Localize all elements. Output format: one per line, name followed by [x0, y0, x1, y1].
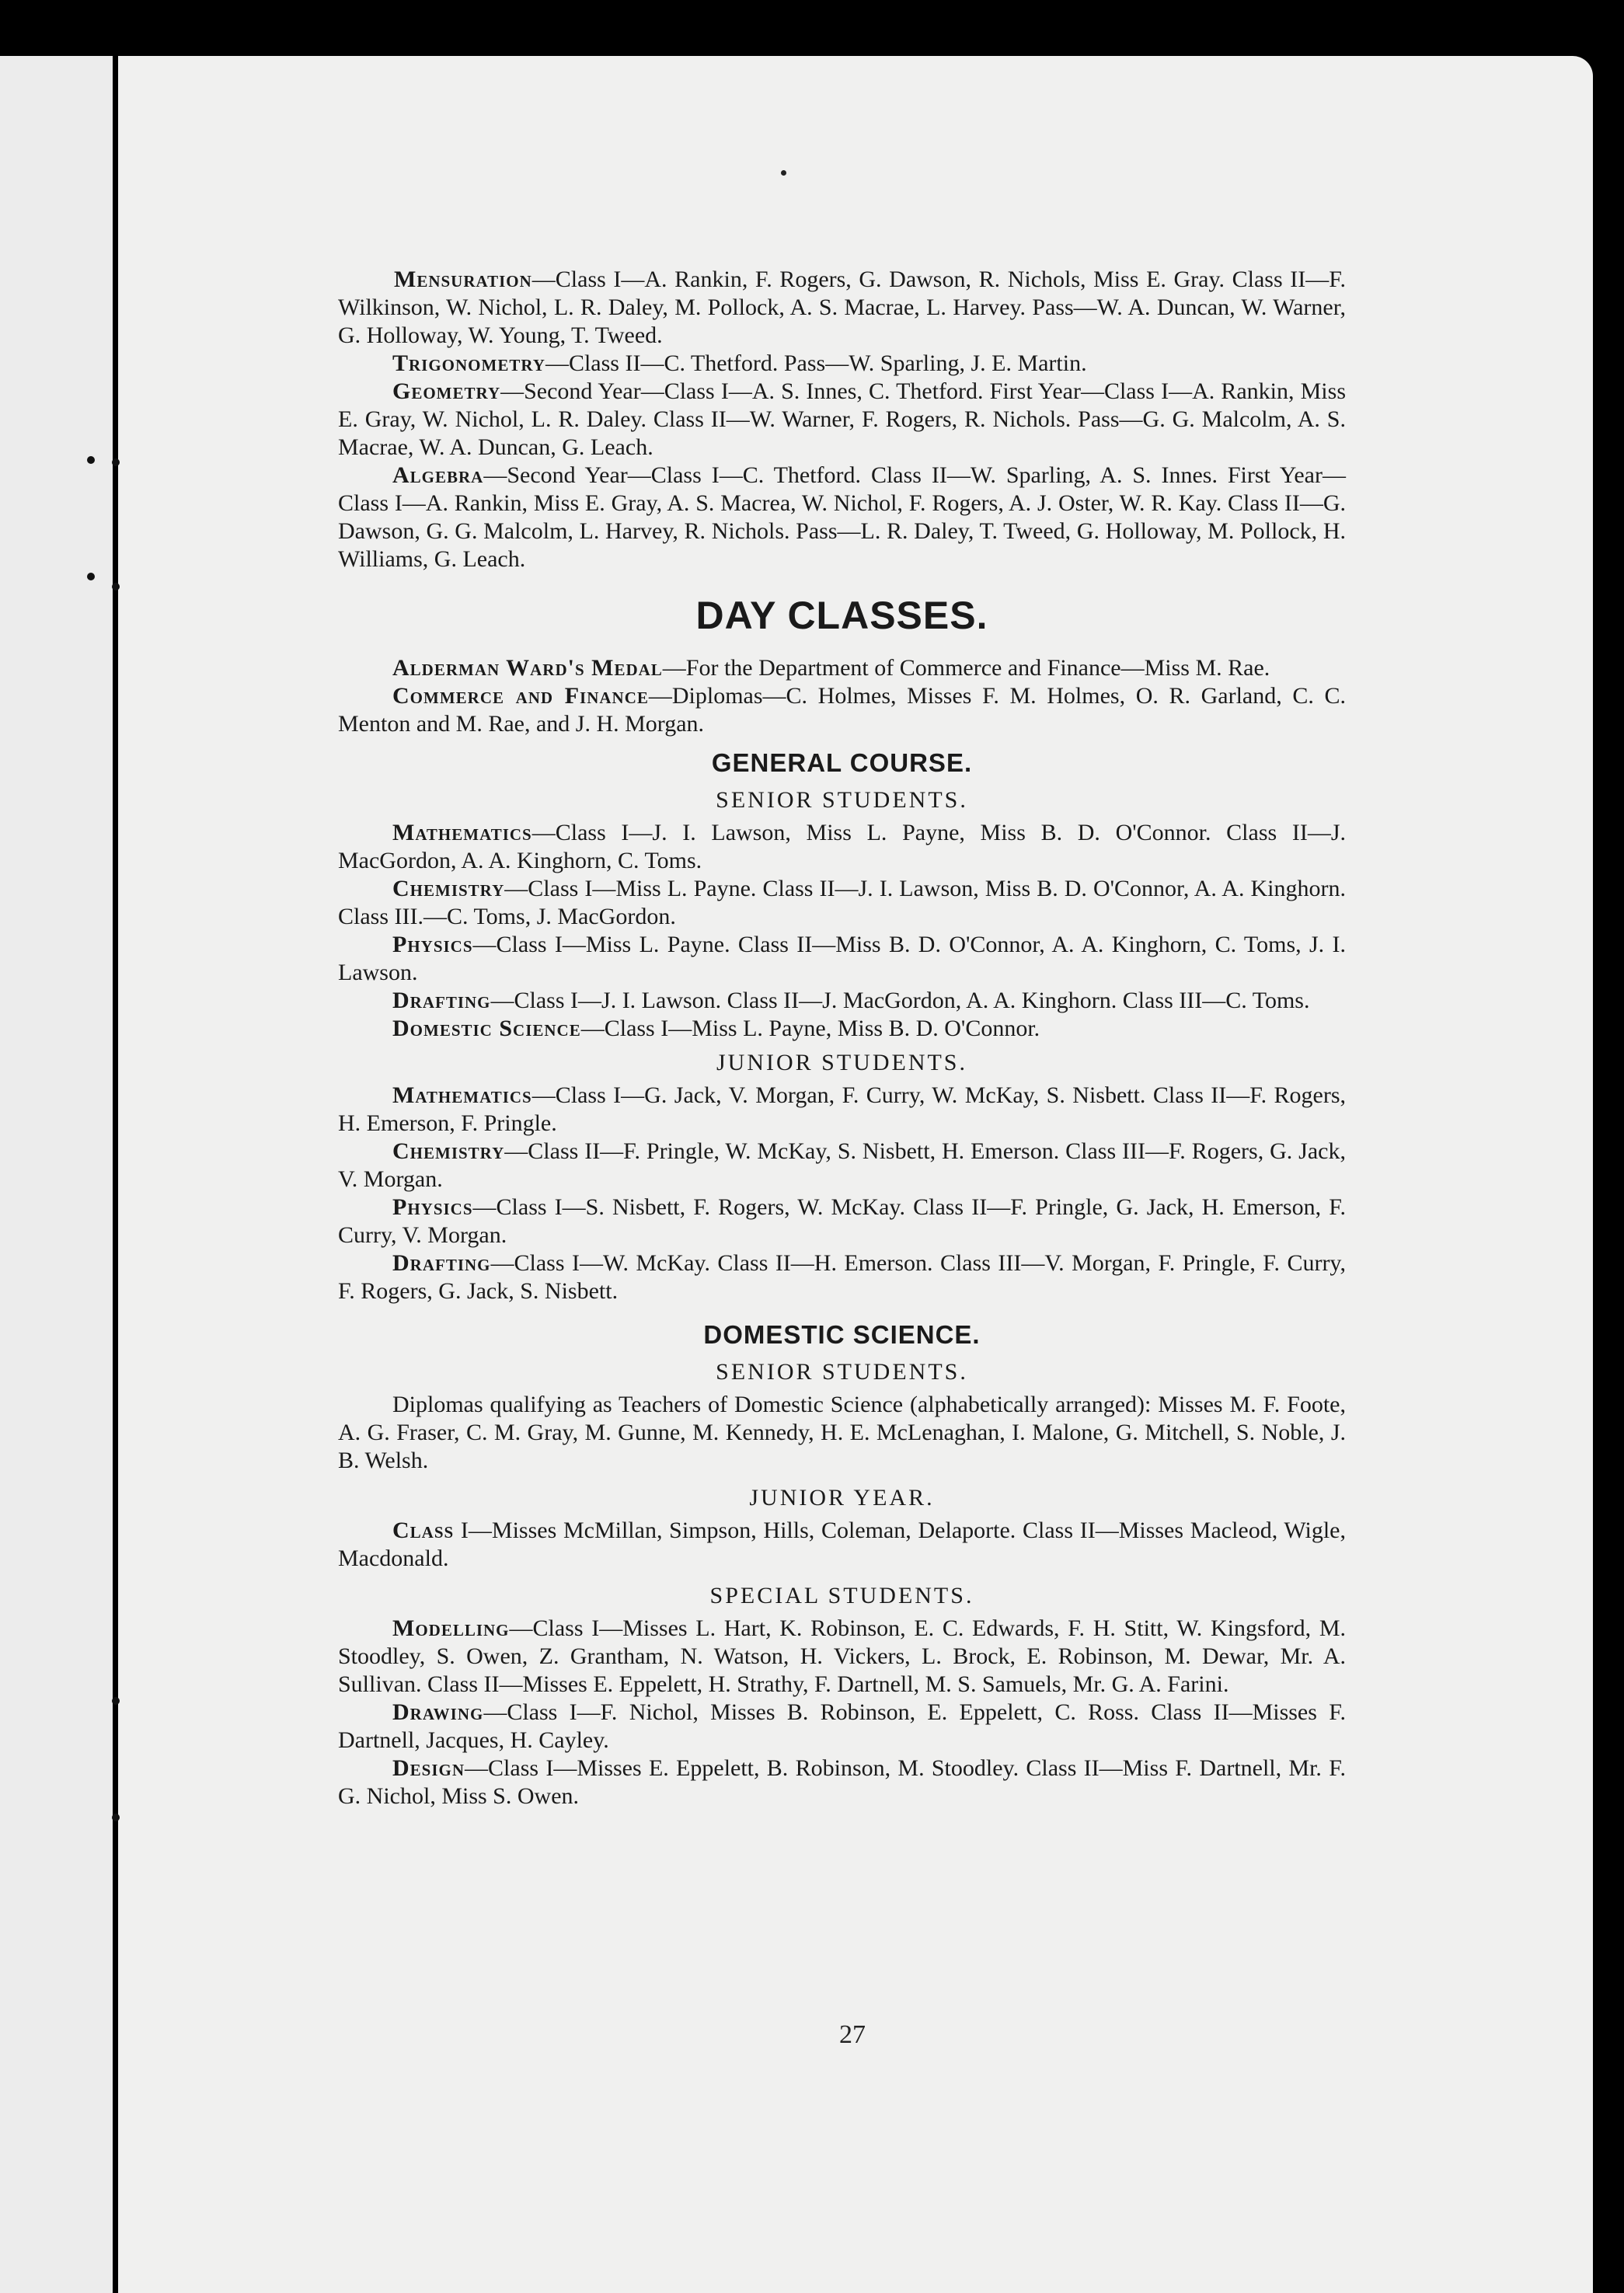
subject-label: Algebra — [392, 462, 484, 488]
binding-hole-mark — [112, 1697, 120, 1705]
subject-label: Physics — [392, 1194, 473, 1220]
subject-label: Design — [392, 1755, 465, 1781]
heading-junior-year: JUNIOR YEAR. — [749, 1485, 935, 1511]
paragraph-commerce — [338, 682, 1346, 738]
heading-special-students: SPECIAL STUDENTS. — [709, 1583, 974, 1608]
paragraph-geometry — [338, 378, 1346, 462]
paragraph-ds-diplomas: Diplomas qualifying as Teachers of Domestic Science (alphabetically arranged): Misses M. F. Foote, A. G. Fraser, C. M. Gray, M. Gunne, M. Kennedy, H. E. McLenaghan, I. Malone, G. Mitchell, S. Noble, J. B. Welsh. — [338, 1392, 1346, 1473]
paragraph-senior-mathematics — [338, 819, 1346, 875]
paragraph-body: —Class I—A. Rankin, F. Rogers, G. Dawson, R. Nichols, Miss E. Gray. Class II—F. Wilkinson, W. Nichol, L. R. Daley, M. Pollock, A. S. Macrae, L. Harvey. Pass—W. A. Duncan, W. Warner, G. Holloway, W. Young, T. Tweed. — [338, 267, 1346, 348]
subject-label: Commerce and Finance — [392, 683, 649, 709]
paragraph-senior-physics — [338, 931, 1346, 987]
paragraph-body: —Class I—Misses L. Hart, K. Robinson, E. C. Edwards, F. H. Stitt, W. Kingsford, M. Stoodley, S. Owen, Z. Grantham, N. Watson, H. Vickers, L. Brock, E. Robinson, M. Dewar, Mr. A. Sullivan. Class II—Misses E. Eppelett, H. Strathy, F. Dartnell, M. S. Samuels, Mr. G. A. Farini. — [338, 1615, 1346, 1697]
subject-label: Trigonometry — [392, 350, 545, 376]
subject-label: Class — [392, 1518, 455, 1543]
paragraph-body: —Class I—Misses E. Eppelett, B. Robinson, M. Stoodley. Class II—Miss F. Dartnell, Mr. F. G. Nichol, Miss S. Owen. — [338, 1755, 1346, 1809]
left-page-edge — [0, 56, 113, 2293]
paragraph-body: —Class I—W. McKay. Class II—H. Emerson. Class III—V. Morgan, F. Pringle, F. Curry, F. Rogers, G. Jack, S. Nisbett. — [338, 1250, 1346, 1304]
subject-label: Drawing — [392, 1699, 484, 1725]
subject-label: Mathematics — [392, 1082, 532, 1108]
paragraph-algebra — [338, 462, 1346, 573]
page-number: 27 — [839, 2020, 866, 2049]
paragraph-body: —Class I—F. Nichol, Misses B. Robinson, E. Eppelett, C. Ross. Class II—Misses F. Dartnell, Jacques, H. Cayley. — [338, 1699, 1346, 1753]
heading-senior-students: SENIOR STUDENTS. — [716, 787, 968, 813]
paragraph-senior-domestic-science — [338, 1015, 1346, 1043]
paragraph-medal — [338, 654, 1346, 682]
subject-label: Drafting — [392, 988, 491, 1013]
paragraph-modelling — [338, 1615, 1346, 1699]
paragraph-body: —Class I—J. I. Lawson. Class II—J. MacGordon, A. A. Kinghorn. Class III—C. Toms. — [490, 988, 1310, 1013]
paragraph-body: —Second Year—Class I—A. S. Innes, C. Thetford. First Year—Class I—A. Rankin, Miss E. Gray, W. Nichol, L. R. Daley. Class II—W. Warner, F. Rogers, R. Nichols. Pass—G. G. Malcolm, A. S. Macrae, W. A. Duncan, G. Leach. — [338, 378, 1346, 460]
subject-label: Mensuration — [394, 267, 532, 292]
subject-label: Chemistry — [392, 876, 505, 901]
binding-hole-mark — [112, 458, 120, 466]
binding-hole-mark — [112, 583, 120, 591]
paragraph-body: —Class I—Miss L. Payne. Class II—J. I. Lawson, Miss B. D. O'Connor, A. A. Kinghorn. Class III.—C. Toms, J. MacGordon. — [338, 876, 1346, 929]
subject-label: Drafting — [392, 1250, 491, 1276]
paragraph-junior-chemistry — [338, 1138, 1346, 1194]
heading-general-course: GENERAL COURSE. — [711, 748, 973, 777]
subject-label: Alderman Ward's Medal — [392, 655, 663, 681]
paragraph-senior-drafting — [338, 987, 1346, 1015]
subject-label: Chemistry — [392, 1138, 505, 1164]
paragraph-mensuration — [338, 266, 1346, 350]
paragraph-junior-mathematics — [338, 1082, 1346, 1138]
binding-hole-mark — [87, 456, 95, 464]
paragraph-body: —Class I—S. Nisbett, F. Rogers, W. McKay. Class II—F. Pringle, G. Jack, H. Emerson, F. Curry, V. Morgan. — [338, 1194, 1346, 1248]
subject-label: Physics — [392, 932, 473, 957]
paragraph-ds-junior — [338, 1517, 1346, 1573]
paragraph-body: —Diplomas—C. Holmes, Misses F. M. Holmes, O. R. Garland, C. C. Menton and M. Rae, and J. H. Morgan. — [338, 683, 1346, 737]
paragraph-body: —Class II—C. Thetford. Pass—W. Sparling, J. E. Martin. — [545, 350, 1087, 376]
paragraph-senior-chemistry — [338, 875, 1346, 931]
heading-ds-senior-students: SENIOR STUDENTS. — [716, 1359, 968, 1385]
paragraph-design — [338, 1755, 1346, 1810]
subject-label: Modelling — [392, 1615, 510, 1641]
paragraph-trigonometry — [338, 350, 1346, 378]
paragraph-body: —For the Department of Commerce and Finance—Miss M. Rae. — [662, 655, 1270, 681]
subject-label: Domestic Science — [392, 1016, 581, 1041]
subject-label: Geometry — [392, 378, 501, 404]
paragraph-body: —Class I—G. Jack, V. Morgan, F. Curry, W. McKay, S. Nisbett. Class II—F. Rogers, H. Emerson, F. Pringle. — [338, 1082, 1346, 1136]
paragraph-body: —Class I—Miss L. Payne. Class II—Miss B. D. O'Connor, A. A. Kinghorn, C. Toms, J. I. Lawson. — [338, 932, 1346, 985]
binding-hole-mark — [112, 1814, 120, 1821]
paragraph-body: —Class I—Miss L. Payne, Miss B. D. O'Connor. — [580, 1016, 1040, 1041]
page-text — [338, 266, 1346, 1810]
heading-junior-students: JUNIOR STUDENTS. — [716, 1050, 967, 1075]
paragraph-body: —Class II—F. Pringle, W. McKay, S. Nisbett, H. Emerson. Class III—F. Rogers, G. Jack, V. Morgan. — [338, 1138, 1346, 1192]
paragraph-drawing — [338, 1699, 1346, 1755]
paragraph-body: —Class I—J. I. Lawson, Miss L. Payne, Miss B. D. O'Connor. Class II—J. MacGordon, A. A. Kinghorn, C. Toms. — [338, 820, 1346, 873]
paragraph-junior-physics — [338, 1194, 1346, 1249]
paragraph-junior-drafting — [338, 1249, 1346, 1305]
paragraph-body: —Second Year—Class I—C. Thetford. Class II—W. Sparling, A. S. Innes. First Year—Class I—A. Rankin, Miss E. Gray, A. S. Macrea, W. Nichol, F. Rogers, A. J. Oster, W. R. Kay. Class II—G. Dawson, G. G. Malcolm, L. Harvey, R. Nichols. Pass—L. R. Daley, T. Tweed, G. Holloway, M. Pollock, H. Williams, G. Leach. — [338, 462, 1346, 572]
subject-label: Mathematics — [392, 820, 532, 845]
paragraph-body: I—Misses McMillan, Simpson, Hills, Coleman, Delaporte. Class II—Misses Macleod, Wigle, Macdonald. — [338, 1518, 1346, 1571]
binding-hole-mark — [87, 573, 95, 580]
heading-domestic-science: DOMESTIC SCIENCE. — [703, 1320, 981, 1349]
ink-speck — [781, 170, 786, 176]
heading-day-classes: DAY CLASSES. — [695, 594, 988, 637]
